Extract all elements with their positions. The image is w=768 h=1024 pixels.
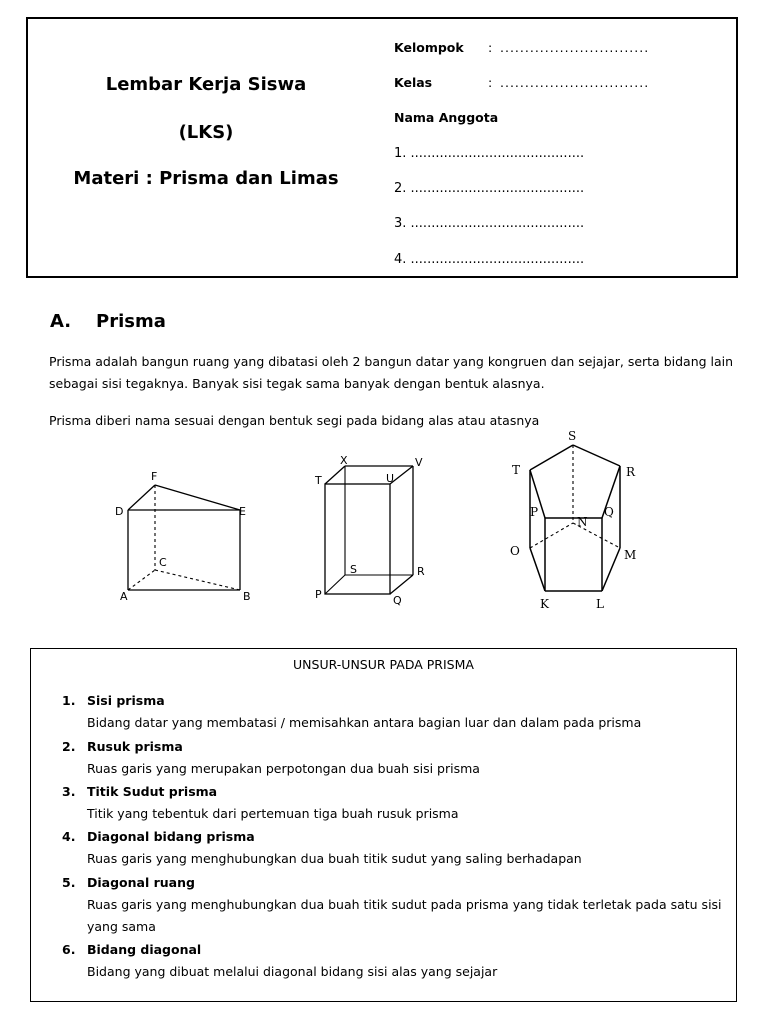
item-heading: Titik Sudut prisma — [87, 784, 218, 799]
item-heading: Bidang diagonal — [87, 942, 202, 957]
item-description: Ruas garis yang menghubungkan dua buah titik sudut pada prisma yang tidak terletak pada satu sisi yang sama — [87, 897, 722, 934]
vertex-C-label: C — [159, 556, 167, 569]
item-description: Titik yang tebentuk dari pertemuan tiga buah rusuk prisma — [87, 806, 459, 821]
item-heading: Diagonal ruang — [87, 875, 195, 890]
member-4-field[interactable]: 4. .......................................... — [394, 252, 585, 267]
vertex-S-label: S — [350, 563, 357, 576]
item-heading: Sisi prisma — [87, 693, 165, 708]
item-number: 4. — [62, 829, 76, 844]
vertex-P-label: P — [530, 505, 539, 519]
item-description: Ruas garis yang merupakan perpotongan dua buah sisi prisma — [87, 761, 480, 776]
header-box — [26, 17, 738, 278]
vertex-Q-label: Q — [604, 505, 614, 519]
prisma-naming: Prisma diberi nama sesuai dengan bentuk segi pada bidang alas atau atasnya — [49, 413, 540, 428]
pentagonal-prism-figure — [500, 428, 650, 613]
vertex-B-label: B — [243, 590, 251, 603]
unsur-prisma-box — [30, 648, 737, 1002]
kelompok-label: Kelompok — [394, 40, 464, 55]
unsur-title: UNSUR-UNSUR PADA PRISMA — [293, 657, 474, 672]
kelompok-field[interactable]: .............................. — [500, 40, 650, 55]
vertex-K-label: K — [540, 597, 549, 611]
vertex-R-label: R — [417, 565, 425, 578]
item-number: 5. — [62, 875, 76, 890]
kelompok-colon: : — [488, 40, 493, 55]
item-description: Bidang datar yang membatasi / memisahkan antara bagian luar dan dalam pada prisma — [87, 715, 642, 730]
section-heading — [50, 311, 166, 332]
item-heading: Rusuk prisma — [87, 739, 183, 754]
nama-anggota-label: Nama Anggota — [394, 110, 499, 125]
kelas-colon: : — [488, 75, 493, 90]
section-title: Prisma — [96, 311, 166, 332]
member-3-field[interactable]: 3. .......................................... — [394, 216, 585, 231]
item-number: 1. — [62, 693, 76, 708]
vertex-E-label: E — [239, 505, 246, 518]
vertex-T-label: T — [315, 474, 322, 487]
item-heading: Diagonal bidang prisma — [87, 829, 255, 844]
vertex-M-label: M — [624, 548, 637, 562]
vertex-P-label: P — [315, 588, 322, 601]
vertex-O-label: O — [510, 544, 520, 558]
member-1-field[interactable]: 1. .......................................... — [394, 146, 585, 161]
rectangular-prism-figure — [305, 452, 445, 607]
item-description: Ruas garis yang menghubungkan dua buah titik sudut yang saling berhadapan — [87, 851, 582, 866]
vertex-F-label: F — [151, 470, 158, 483]
item-number: 2. — [62, 739, 76, 754]
vertex-D-label: D — [115, 505, 124, 518]
worksheet-title: Lembar Kerja Siswa — [105, 74, 307, 95]
kelas-label: Kelas — [394, 75, 433, 90]
vertex-X-label: X — [340, 454, 348, 467]
worksheet-topic: Materi : Prisma dan Limas — [73, 168, 339, 189]
item-number: 3. — [62, 784, 76, 799]
kelas-field[interactable]: .............................. — [500, 75, 650, 90]
item-number: 6. — [62, 942, 76, 957]
vertex-N-label: N — [577, 515, 588, 529]
vertex-T-label: T — [512, 463, 521, 477]
item-description: Bidang yang dibuat melalui diagonal bidang sisi alas yang sejajar — [87, 964, 498, 979]
triangular-prism-figure — [105, 465, 275, 610]
vertex-U-label: U — [386, 472, 395, 485]
member-2-field[interactable]: 2. .......................................... — [394, 181, 585, 196]
vertex-L-label: L — [596, 597, 604, 611]
vertex-A-label: A — [120, 590, 128, 603]
prisma-definition: Prisma adalah bangun ruang yang dibatasi oleh 2 bangun datar yang kongruen dan sejajar, serta bidang lain sebagai sisi tegaknya. Banyak sisi tegak sama banyak dengan bentuk alasnya. — [49, 354, 734, 391]
vertex-R-label: R — [626, 465, 636, 479]
vertex-S-label: S — [568, 429, 577, 443]
section-number: A. — [50, 311, 72, 332]
vertex-Q-label: Q — [393, 594, 402, 607]
worksheet-subtitle: (LKS) — [178, 122, 234, 143]
vertex-V-label: V — [415, 456, 423, 469]
